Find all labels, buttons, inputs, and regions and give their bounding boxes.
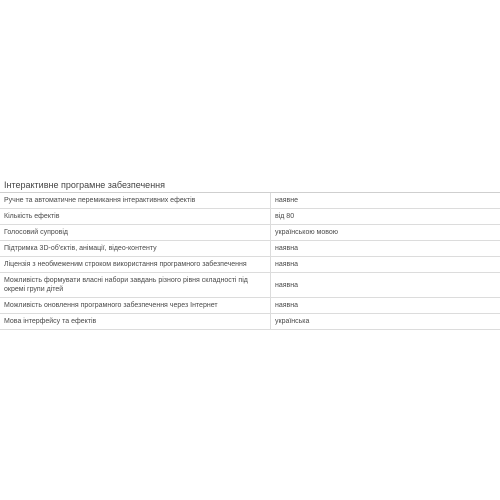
spec-label: Підтримка 3D-об'єктів, анімації, відео-контенту (0, 241, 271, 257)
spec-label: Кількість ефектів (0, 209, 271, 225)
table-row (0, 298, 500, 314)
table-row (0, 257, 500, 273)
spec-label: Мова інтерфейсу та ефектів (0, 314, 271, 330)
table-row (0, 209, 500, 225)
spec-value: наявна (271, 298, 500, 314)
spec-label: Можливість оновлення програмного забезпечення через Інтернет (0, 298, 271, 314)
spec-value: наявне (271, 193, 500, 209)
spec-label: Можливість формувати власні набори завдань різного рівня складності під окремі групи дітей (0, 273, 271, 298)
spec-value: наявна (271, 241, 500, 257)
spec-label: Ручне та автоматичне перемикання інтерактивних ефектів (0, 193, 271, 209)
table-row (0, 273, 500, 298)
spec-value: наявна (271, 273, 500, 298)
spec-value: українською мовою (271, 225, 500, 241)
spec-label: Голосовий супровід (0, 225, 271, 241)
table-row (0, 193, 500, 209)
specs-table (0, 193, 500, 330)
section-title: Інтерактивне програмне забезпечення (0, 178, 500, 193)
table-row (0, 241, 500, 257)
spec-value: наявна (271, 257, 500, 273)
table-row (0, 314, 500, 330)
table-row (0, 225, 500, 241)
spec-label: Ліцензія з необмеженим строком використання програмного забезпечення (0, 257, 271, 273)
specs-section (0, 178, 500, 330)
spec-value: від 80 (271, 209, 500, 225)
spec-value: українська (271, 314, 500, 330)
